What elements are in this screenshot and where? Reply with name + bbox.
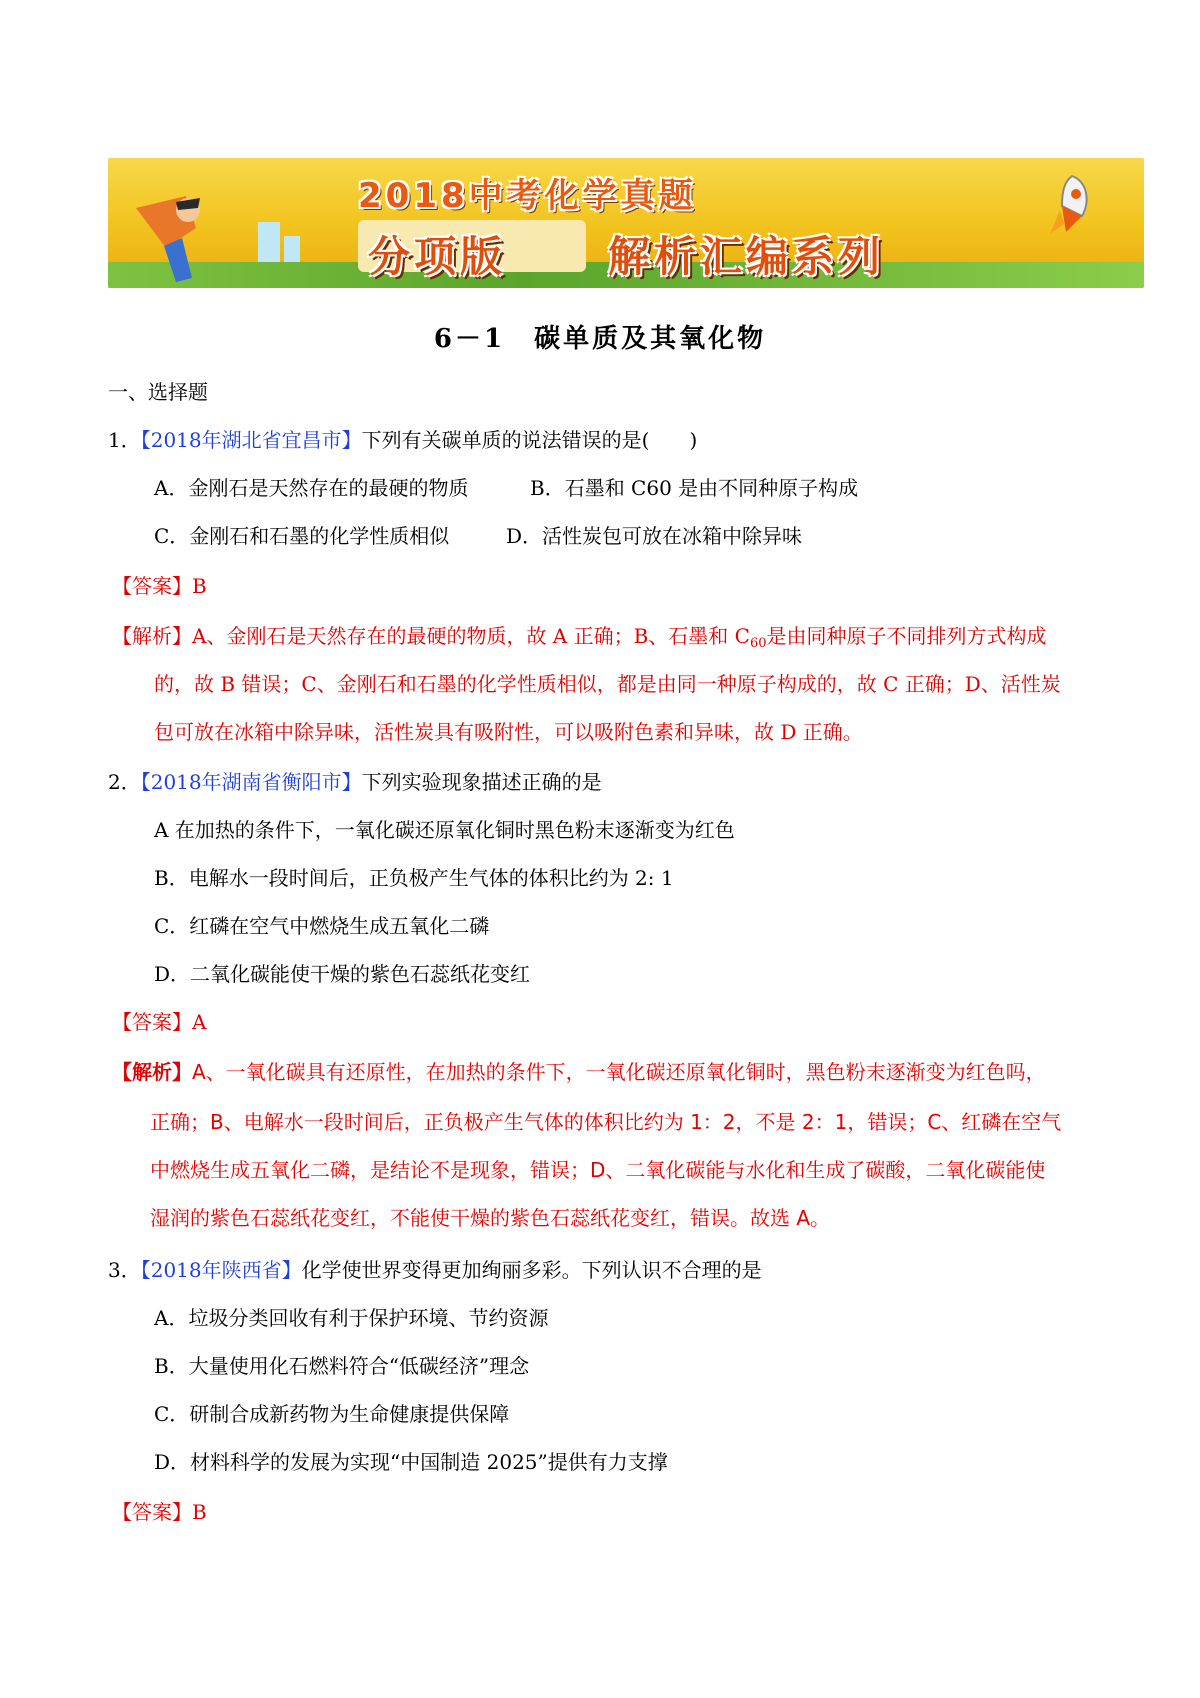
- q3-option-a: A．垃圾分类回收有利于保护环境、节约资源: [154, 1306, 549, 1330]
- q2-option-b: B．电解水一段时间后，正负极产生气体的体积比约为 2: 1: [154, 866, 674, 890]
- question-text: 下列有关碳单质的说法错误的是( ): [361, 428, 698, 452]
- analysis-label: 【解析】: [112, 624, 192, 648]
- banner-subtitle-right: 解析汇编系列: [608, 232, 885, 281]
- question-2-stem: [108, 768, 602, 796]
- q3-option-c: C．研制合成新药物为生命健康提供保障: [154, 1402, 510, 1426]
- answer-value: A: [192, 1010, 207, 1034]
- question-number: 2．: [108, 770, 141, 794]
- building-shape: [258, 222, 280, 266]
- question-3-stem: [108, 1256, 762, 1284]
- answer-value: B: [192, 574, 207, 598]
- banner-subtitle-left: 分项版: [368, 232, 507, 281]
- analysis-label: 【解析】: [112, 1060, 192, 1084]
- q3-option-b: B．大量使用化石燃料符合“低碳经济”理念: [154, 1354, 530, 1378]
- question-1-stem: [108, 426, 697, 454]
- section-heading: 一、选择题: [108, 380, 208, 404]
- answer-value: B: [192, 1500, 207, 1524]
- answer-label: 【答案】: [112, 1500, 192, 1524]
- q2-analysis-line-1: [112, 1058, 1046, 1086]
- answer-label: 【答案】: [112, 574, 192, 598]
- q1-analysis-line-3: 包可放在冰箱中除异味，活性炭具有吸附性，可以吸附色素和异味，故 D 正确。: [154, 720, 863, 744]
- q2-analysis-line-2: 正确；B、电解水一段时间后，正负极产生气体的体积比约为 1：2，不是 2：1，错误；C、红磷在空气: [150, 1110, 1062, 1134]
- q1-option-c: C．金刚石和石墨的化学性质相似: [154, 524, 450, 548]
- analysis-text: 是由同种原子不同排列方式构成: [766, 624, 1047, 648]
- question-number: 1．: [108, 428, 141, 452]
- q1-option-b: B．石墨和 C60 是由不同种原子构成: [530, 476, 859, 500]
- question-number: 3．: [108, 1258, 141, 1282]
- question-text: 下列实验现象描述正确的是: [361, 770, 602, 794]
- question-source: 【2018年湖北省宜昌市】: [140, 428, 362, 452]
- q3-answer: [112, 1498, 207, 1526]
- q1-analysis-line-1: [112, 622, 1047, 650]
- header-banner: [108, 158, 1144, 288]
- question-source: 【2018年陕西省】: [140, 1258, 302, 1282]
- q1-option-d: D．活性炭包可放在冰箱中除异味: [506, 524, 803, 548]
- answer-label: 【答案】: [112, 1010, 192, 1034]
- banner-subtitle: [358, 216, 1138, 281]
- q2-answer: [112, 1008, 206, 1036]
- analysis-text: A、金刚石是天然存在的最硬的物质，故 A 正确；B、石墨和 C: [192, 624, 750, 648]
- question-source: 【2018年湖南省衡阳市】: [140, 770, 362, 794]
- question-text: 化学使世界变得更加绚丽多彩。下列认识不合理的是: [301, 1258, 762, 1282]
- analysis-text: A、一氧化碳具有还原性，在加热的条件下，一氧化碳还原氧化铜时，黑色粉末逐渐变为红色吗，: [192, 1060, 1046, 1084]
- banner-title: 2018中考化学真题: [358, 176, 697, 216]
- student-illustration-icon: [126, 188, 214, 284]
- q2-option-a: A 在加热的条件下，一氧化碳还原氧化铜时黑色粉末逐渐变为红色: [154, 818, 735, 842]
- page-title: 6－1 碳单质及其氧化物: [433, 324, 767, 354]
- q2-option-c: C．红磷在空气中燃烧生成五氧化二磷: [154, 914, 490, 938]
- q1-option-a: A．金刚石是天然存在的最硬的物质: [154, 476, 469, 500]
- q2-option-d: D．二氧化碳能使干燥的紫色石蕊纸花变红: [154, 962, 531, 986]
- q3-option-d: D．材料科学的发展为实现“中国制造 2025”提供有力支撑: [154, 1450, 668, 1474]
- subscript: 60: [749, 636, 767, 651]
- rocket-icon: [1032, 172, 1096, 252]
- q1-answer: [112, 572, 207, 600]
- q1-analysis-line-2: 的，故 B 错误；C、金刚石和石墨的化学性质相似，都是由同一种原子构成的，故 C 正确；D、活性炭: [154, 672, 1061, 696]
- q2-analysis-line-3: 中燃烧生成五氧化二磷，是结论不是现象，错误；D、二氧化碳能与水化和生成了碳酸，二氧化碳能使: [150, 1158, 1046, 1182]
- q2-analysis-line-4: 湿润的紫色石蕊纸花变红，不能使干燥的紫色石蕊纸花变红，错误。故选 A。: [150, 1206, 831, 1230]
